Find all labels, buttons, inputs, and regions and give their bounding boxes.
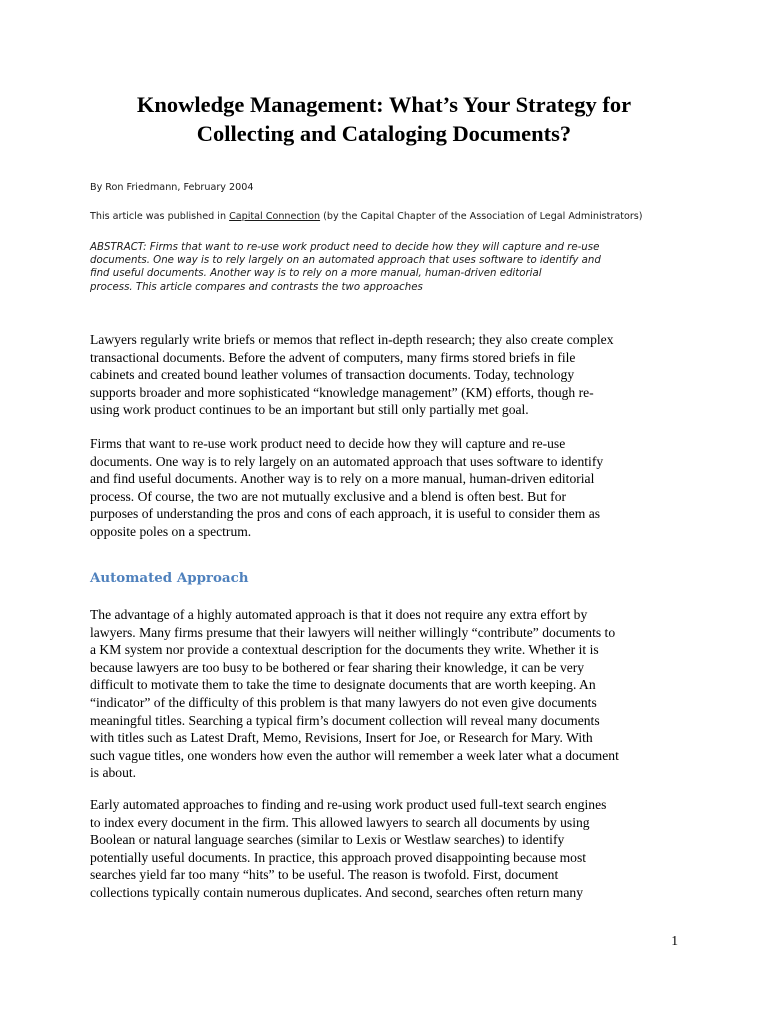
- paragraph-line: using work product continues to be an important but still only partially met goal.: [90, 402, 529, 418]
- page-number: 1: [671, 933, 678, 948]
- paragraph-line: because lawyers are too busy to be bothered or fear sharing their knowledge, it can be very: [90, 659, 585, 675]
- paragraph-line: Lawyers regularly write briefs or memos that reflect in-depth research; they also create complex: [90, 332, 614, 347]
- paragraph-line: cabinets and created bound leather volumes of transaction documents. Today, technology: [90, 367, 575, 383]
- paragraph-line: such vague titles, one wonders how even the author will remember a week later what a document: [90, 747, 619, 763]
- paragraph-line: supports broader and more sophisticated “knowledge management” (KM) efforts, though re-: [90, 384, 594, 400]
- paragraph-line: searches yield far too many “hits” to be useful. The reason is twofold. First, document: [90, 867, 559, 883]
- paragraph-line: Early automated approaches to finding and re-using work product used full-text search engines: [90, 797, 607, 812]
- paragraph-line: opposite poles on a spectrum.: [90, 523, 252, 539]
- paragraph-line: difficult to motivate them to take the time to designate documents that are worth keeping. An: [90, 677, 596, 693]
- paragraph-1: [90, 331, 690, 419]
- paragraph-line: documents. One way is to rely largely on an automated approach that uses software to identify: [90, 453, 604, 469]
- paragraph-line: transactional documents. Before the advent of computers, many firms stored briefs in file: [90, 349, 576, 365]
- paragraph-line: Firms that want to re-use work product need to decide how they will capture and re-use: [90, 436, 566, 451]
- paragraph-line: is about.: [90, 765, 137, 781]
- byline: By Ron Friedmann, February 2004: [90, 182, 254, 193]
- abstract-line: documents. One way is to rely largely on an automated approach that uses software to identify and: [90, 255, 601, 267]
- paragraph-line: lawyers. Many firms presume that their lawyers will neither willingly “contribute” documents to: [90, 624, 616, 640]
- paragraph-line: The advantage of a highly automated approach is that it does not require any extra effort by: [90, 607, 588, 622]
- paragraph-line: meaningful titles. Searching a typical firm’s document collection will reveal many documents: [90, 712, 600, 728]
- paragraph-line: to index every document in the firm. This allowed lawyers to search all documents by using: [90, 814, 590, 830]
- title-line-2: Collecting and Cataloging Documents?: [196, 121, 572, 146]
- abstract: [90, 241, 675, 294]
- paragraph-line: process. Of course, the two are not mutually exclusive and a blend is often best. But for: [90, 488, 567, 504]
- document-title: [60, 90, 708, 148]
- title-line-1: Knowledge Management: What’s Your Strategy for: [136, 92, 632, 117]
- abstract-line: process. This article compares and contrasts the two approaches: [90, 281, 423, 293]
- paragraph-line: “indicator” of the difficulty of this problem is that many lawyers do not even give documents: [90, 694, 597, 710]
- publication-link[interactable]: Capital Connection: [229, 211, 321, 222]
- paragraph-3: [90, 606, 690, 782]
- publication-note: [90, 210, 643, 223]
- paragraph-line: potentially useful documents. In practice, this approach proved disappointing because most: [90, 849, 587, 865]
- publication-suffix: (by the Capital Chapter of the Association of Legal Administrators): [320, 211, 643, 222]
- paragraph-line: purposes of understanding the pros and cons of each approach, it is useful to consider them as: [90, 506, 601, 522]
- paragraph-line: collections typically contain numerous duplicates. And second, searches often return many: [90, 884, 584, 900]
- paragraph-line: with titles such as Latest Draft, Memo, Revisions, Insert for Joe, or Research for Mary. With: [90, 730, 593, 746]
- paragraph-line: and find useful documents. Another way is to rely on a more manual, human-driven editorial: [90, 471, 595, 487]
- paragraph-2: [90, 435, 690, 541]
- publication-prefix: This article was published in: [90, 211, 230, 222]
- abstract-line: ABSTRACT: Firms that want to re-use work product need to decide how they will capture and re-use: [90, 242, 600, 253]
- section-heading-automated-approach: Automated Approach: [90, 570, 249, 586]
- paragraph-line: a KM system nor provide a contextual description for the documents they write. Whether it is: [90, 642, 599, 658]
- abstract-line: find useful documents. Another way is to rely on a more manual, human-driven editorial: [90, 268, 542, 280]
- paragraph-4: [90, 796, 690, 902]
- paragraph-line: Boolean or natural language searches (similar to Lexis or Westlaw searches) to identify: [90, 832, 565, 848]
